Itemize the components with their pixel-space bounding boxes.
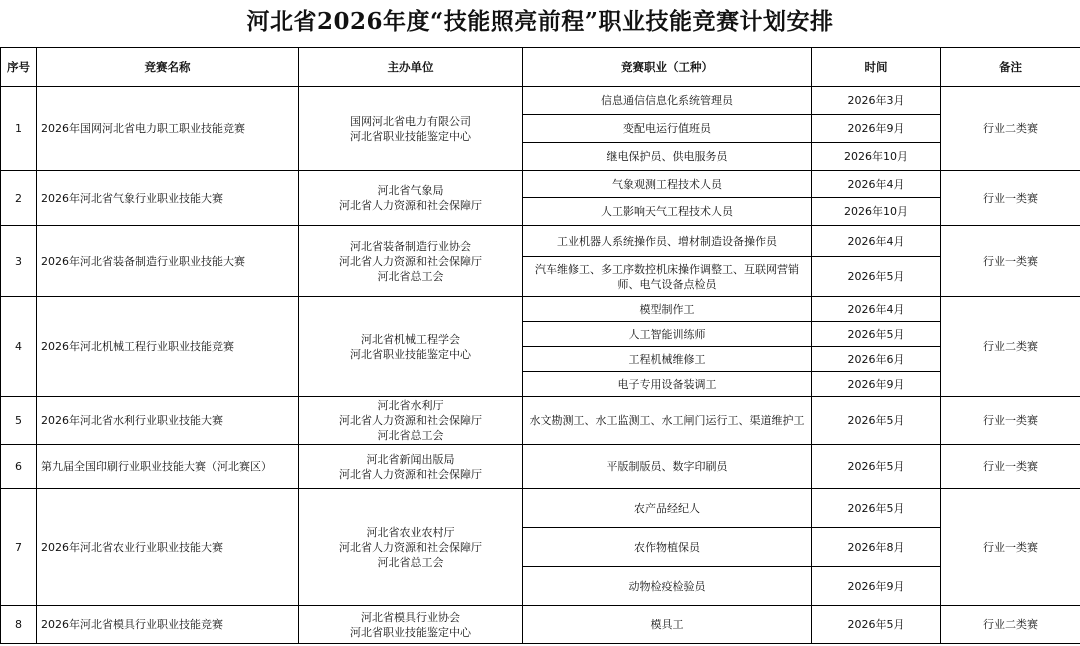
table-row: [1, 606, 1080, 644]
competition-table: [0, 47, 1080, 644]
row-time: 2026年4月: [812, 171, 941, 198]
row-seq: 1: [1, 87, 37, 171]
row-time: 2026年9月: [812, 115, 941, 143]
row-remark: 行业一类赛: [941, 226, 1080, 297]
row-time: 2026年9月: [812, 372, 941, 397]
organizer-line: 河北省装备制造行业协会: [350, 239, 471, 253]
row-organizer: [299, 87, 523, 171]
organizer-line: 河北省人力资源和社会保障厅: [339, 199, 482, 212]
organizer-line: 河北省人力资源和社会保障厅: [339, 414, 482, 427]
row-seq: 5: [1, 397, 37, 445]
header-time: 时间: [812, 48, 941, 87]
row-time: 2026年9月: [812, 567, 941, 606]
row-occupation: 继电保护员、供电服务员: [523, 143, 812, 171]
row-organizer: [299, 489, 523, 606]
row-competition-name: 2026年河北省装备制造行业职业技能大赛: [37, 226, 299, 297]
row-organizer: [299, 171, 523, 226]
row-time: 2026年5月: [812, 322, 941, 347]
table-row: [1, 445, 1080, 489]
row-time: 2026年8月: [812, 528, 941, 567]
organizer-line: 河北省总工会: [377, 429, 444, 442]
organizer-line: 河北省总工会: [377, 555, 444, 569]
row-seq: 7: [1, 489, 37, 606]
table-row: [1, 297, 1080, 322]
row-remark: 行业二类赛: [941, 606, 1080, 644]
row-time: 2026年3月: [812, 87, 941, 115]
row-occupation: 水文勘测工、水工监测工、水工闸门运行工、渠道维护工: [523, 397, 812, 445]
organizer-line: 河北省模具行业协会: [361, 610, 460, 624]
row-occupation: 模具工: [523, 606, 812, 644]
row-seq: 4: [1, 297, 37, 397]
row-occupation: 模型制作工: [523, 297, 812, 322]
row-remark: 行业一类赛: [941, 397, 1080, 445]
page-title: 河北省2026年度“技能照亮前程”职业技能竞赛计划安排: [246, 8, 834, 35]
row-occupation: 动物检疫检验员: [523, 567, 812, 606]
row-occupation: 信息通信信息化系统管理员: [523, 87, 812, 115]
table-row: [1, 87, 1080, 115]
organizer-line: 河北省职业技能鉴定中心: [350, 129, 471, 143]
header-organizer: 主办单位: [299, 48, 523, 87]
table-row: [1, 489, 1080, 528]
row-competition-name: 2026年河北省模具行业职业技能竞赛: [37, 606, 299, 644]
row-time: 2026年6月: [812, 347, 941, 372]
row-organizer: [299, 297, 523, 397]
table-body: [1, 87, 1080, 644]
row-occupation: 平版制版员、数字印刷员: [523, 445, 812, 489]
row-competition-name: 2026年国网河北省电力职工职业技能竞赛: [37, 87, 299, 171]
organizer-line: 河北省新闻出版局: [366, 452, 455, 466]
row-organizer: [299, 397, 523, 445]
table-row: [1, 171, 1080, 198]
row-occupation: 电子专用设备装调工: [523, 372, 812, 397]
row-remark: 行业二类赛: [941, 297, 1080, 397]
row-competition-name: 2026年河北省农业行业职业技能大赛: [37, 489, 299, 606]
row-occupation: 汽车维修工、多工序数控机床操作调整工、互联网营销师、电气设备点检员: [523, 257, 812, 297]
row-remark: 行业二类赛: [941, 87, 1080, 171]
row-time: 2026年10月: [812, 143, 941, 171]
header-name: 竞赛名称: [37, 48, 299, 87]
organizer-line: 河北省人力资源和社会保障厅: [339, 254, 482, 268]
table-row: [1, 226, 1080, 257]
row-time: 2026年5月: [812, 397, 941, 445]
row-competition-name: 2026年河北省水利行业职业技能大赛: [37, 397, 299, 445]
row-seq: 3: [1, 226, 37, 297]
row-occupation: 气象观测工程技术人员: [523, 171, 812, 198]
row-organizer: [299, 445, 523, 489]
row-remark: 行业一类赛: [941, 171, 1080, 226]
row-time: 2026年4月: [812, 226, 941, 257]
row-organizer: [299, 606, 523, 644]
row-seq: 6: [1, 445, 37, 489]
header-occupation: 竞赛职业（工种）: [523, 48, 812, 87]
header-seq: 序号: [1, 48, 37, 87]
organizer-line: 河北省职业技能鉴定中心: [350, 347, 471, 361]
row-time: 2026年4月: [812, 297, 941, 322]
row-seq: 2: [1, 171, 37, 226]
row-time: 2026年10月: [812, 198, 941, 226]
row-occupation: 农作物植保员: [523, 528, 812, 567]
row-occupation: 变配电运行值班员: [523, 115, 812, 143]
row-occupation: 工程机械维修工: [523, 347, 812, 372]
organizer-line: 河北省职业技能鉴定中心: [350, 625, 471, 639]
row-time: 2026年5月: [812, 489, 941, 528]
row-remark: 行业一类赛: [941, 489, 1080, 606]
organizer-line: 河北省水利厅: [377, 399, 444, 412]
row-occupation: 人工影响天气工程技术人员: [523, 198, 812, 226]
header-remark: 备注: [941, 48, 1080, 87]
organizer-line: 河北省气象局: [377, 184, 444, 197]
table-row: [1, 397, 1080, 445]
organizer-line: 河北省人力资源和社会保障厅: [339, 467, 482, 481]
organizer-line: 河北省人力资源和社会保障厅: [339, 540, 482, 554]
row-occupation: 人工智能训练师: [523, 322, 812, 347]
row-remark: 行业一类赛: [941, 445, 1080, 489]
row-time: 2026年5月: [812, 606, 941, 644]
organizer-line: 河北省农业农村厅: [366, 525, 455, 539]
organizer-line: 国网河北省电力有限公司: [350, 114, 471, 128]
row-occupation: 工业机器人系统操作员、增材制造设备操作员: [523, 226, 812, 257]
row-competition-name: 2026年河北省气象行业职业技能大赛: [37, 171, 299, 226]
row-organizer: [299, 226, 523, 297]
row-competition-name: 2026年河北机械工程行业职业技能竞赛: [37, 297, 299, 397]
row-time: 2026年5月: [812, 257, 941, 297]
table-header-row: [1, 48, 1080, 87]
row-competition-name: 第九届全国印刷行业职业技能大赛（河北赛区）: [37, 445, 299, 489]
row-time: 2026年5月: [812, 445, 941, 489]
row-seq: 8: [1, 606, 37, 644]
organizer-line: 河北省总工会: [377, 269, 444, 283]
row-occupation: 农产品经纪人: [523, 489, 812, 528]
organizer-line: 河北省机械工程学会: [361, 332, 460, 346]
